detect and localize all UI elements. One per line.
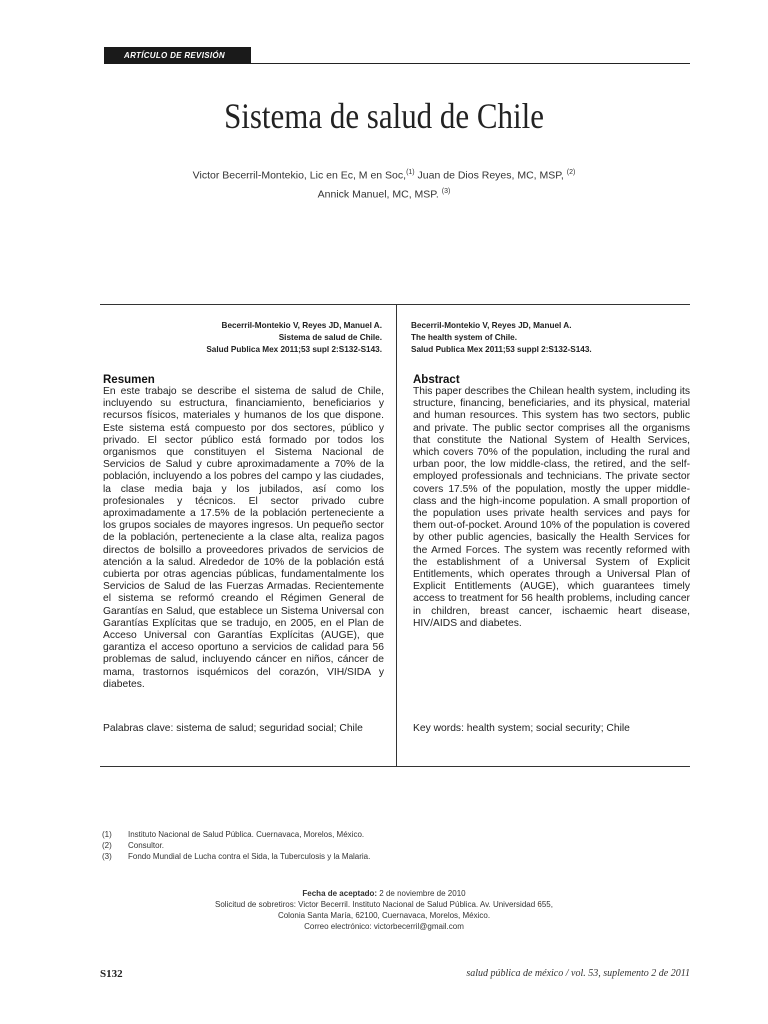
author-line-1: [0, 165, 768, 184]
footnote-number: (1): [102, 830, 112, 839]
affiliation-ref: (1): [406, 169, 415, 176]
resumen-keywords: Palabras clave: sistema de salud; seguridad social; Chile: [103, 723, 363, 734]
author-3: Annick Manuel, MC, MSP.: [317, 188, 439, 200]
section-tag: ARTÍCULO DE REVISIÓN: [104, 47, 251, 64]
abstract-section: [413, 374, 690, 630]
affiliation-ref: (2): [566, 169, 576, 176]
footnote-number: (2): [102, 841, 112, 850]
contact-email: Correo electrónico: victorbecerril@gmail.com: [304, 922, 464, 931]
abstract-top-rule: [100, 304, 690, 305]
footnotes: [102, 829, 370, 862]
footnote: [102, 840, 370, 851]
affiliation-ref: (3): [441, 187, 451, 195]
resumen-text: En este trabajo se describe el sistema de salud de Chile, incluyendo su estructura, financiamiento, beneficiarios y recursos físicos, materiales y humanos de los que dispone. Este sistema está compuesto por dos sectores, público y privado. El sector público está formado por todos los organismos que constituyen el Sistema Nacional de Servicios de Salud y cubre aproximadamente a 70% de la población, incluyendo a los pobres del campo y las ciudades, la clase media baja y los jubilados, así como los profesionales y técnicos. El sector privado cubre aproximadamente a 17.5% de la población perteneciente a los grupos sociales de mayores ingresos. Un pequeño sector de la población, perteneciente a la clase alta, realiza pagos directos de bolsillo a proveedores privados de servicios de atención a la salud. Alrededor de 10% de la población está cubierta por otras agencias públicas, fundamentalmente los Servicios de Salud de las Fuerzas Armadas. Recientemente el sistema se reformó creando el Régimen General de Garantías en Salud, que establece un Sistema Universal con Garantías Explícitas que se tradujo, en 2005, en el Plan de Acceso Universal con Garantías Explícitas (AUGE), que garantiza el acceso oportuno a servicios de calidad para 56 problemas de salud, incluyendo cáncer en niños, cáncer de mama, trastornos isquémicos del corazón, VIH/SIDA y diabetes.: [103, 386, 384, 690]
abstract-keywords: Key words: health system; social security; Chile: [413, 723, 630, 734]
acceptance-label: Fecha de aceptado:: [302, 889, 378, 898]
footnote-text: Consultor.: [128, 841, 165, 850]
footnote-number: (3): [102, 852, 112, 861]
journal-footer: salud pública de méxico / vol. 53, suplemento 2 de 2011: [466, 968, 690, 979]
footnote-text: Fondo Mundial de Lucha contra el Sida, la Tuberculosis y la Malaria.: [128, 852, 371, 861]
citation-authors: Becerril-Montekio V, Reyes JD, Manuel A.: [411, 321, 572, 330]
author-line-2: [0, 184, 768, 203]
abstract-bottom-rule: [100, 766, 690, 767]
footnote-text: Instituto Nacional de Salud Pública. Cuernavaca, Morelos, México.: [128, 830, 365, 839]
citation-source: Salud Publica Mex 2011;53 suppl 2:S132-S143.: [411, 345, 592, 354]
citation-title: Sistema de salud de Chile.: [278, 333, 382, 342]
resumen-section: [103, 374, 384, 691]
header-rule: [251, 63, 690, 64]
resumen-heading: Resumen: [103, 374, 155, 386]
footnote: [102, 851, 370, 862]
reprint-address: Colonia Santa María, 62100, Cuernavaca, Morelos, México.: [277, 911, 491, 920]
reprint-request: Solicitud de sobretiros: Victor Becerril. Instituto Nacional de Salud Pública. Av. Universidad 655,: [215, 900, 553, 909]
acceptance-date: [0, 888, 768, 899]
footnote: [102, 829, 370, 840]
citation-english: [411, 320, 693, 356]
author-1: Victor Becerril-Montekio, Lic en Ec, M en Soc,: [192, 169, 407, 182]
abstract-text: This paper describes the Chilean health system, including its structure, financing, beneficiaries, and its physical, material and human resources. This system has two sectors, public and private. The public sector comprises all the organisms that constitute the National System of Health Services, which covers 70% of the population, including the rural and urban poor, the low middle-class, the retired, and the self-employed professionals and technicians. The private sector covers 17.5% of the population, mostly the upper middle-class and the high-income population. A small proportion of the population uses private health services and pays for them out-of-pocket. Around 10% of the population is covered by other public agencies, basically the Health Services for the Armed Forces. The system was recently reformed with the establishment of a Universal System of Explicit Entitlements, which operates through a Universal Plan of Explicit Entitlements (AUGE), which guarantees timely access to treatment for 56 health problems, including cancer in children, breast cancer, ischaemic heart disease, HIV/AIDS and diabetes.: [413, 386, 690, 629]
article-title: Sistema de salud de Chile: [224, 96, 544, 136]
acceptance-info: [0, 888, 768, 932]
citation-authors: Becerril-Montekio V, Reyes JD, Manuel A.: [221, 321, 382, 330]
page-number: S132: [100, 968, 123, 980]
citation-spanish: [100, 320, 382, 356]
column-divider: [396, 304, 397, 767]
abstract-heading: Abstract: [413, 374, 460, 386]
author-list: [0, 165, 768, 202]
citation-source: Salud Publica Mex 2011;53 supl 2:S132-S143.: [206, 345, 382, 354]
acceptance-date-value: 2 de noviembre de 2010: [377, 889, 466, 898]
citation-title: The health system of Chile.: [411, 333, 518, 342]
author-2: Juan de Dios Reyes, MC, MSP,: [414, 169, 564, 182]
